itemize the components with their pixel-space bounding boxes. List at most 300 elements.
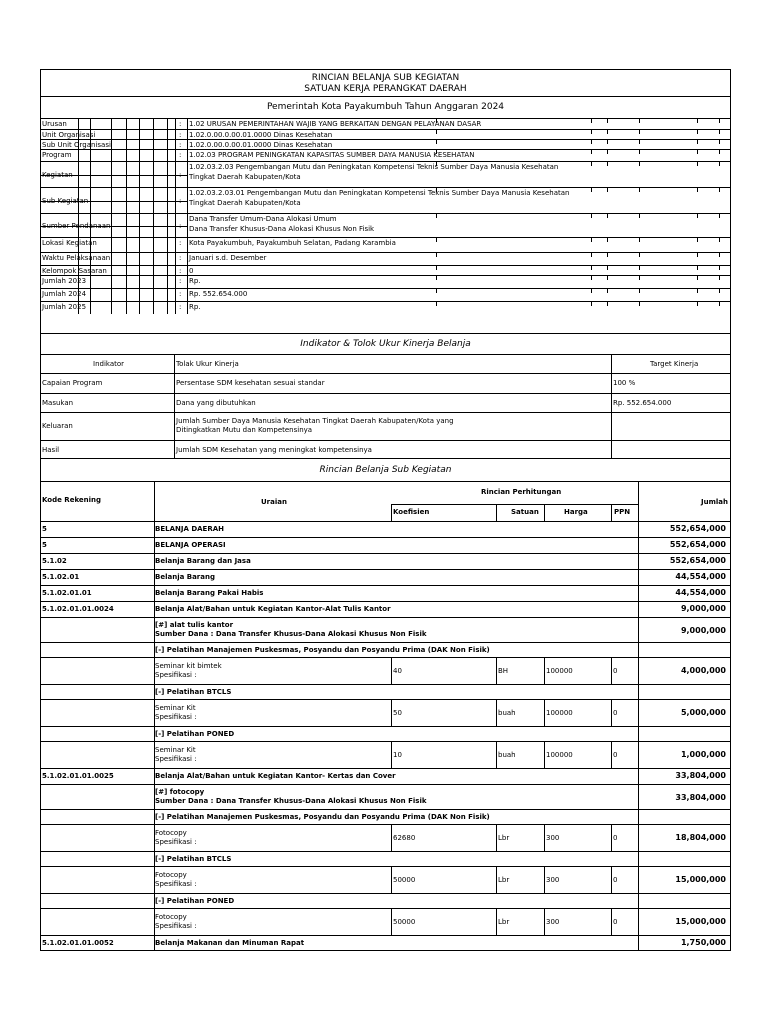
info-colon: : <box>179 277 182 285</box>
rincian-col-divider <box>154 602 155 617</box>
rincian-col-divider <box>638 554 639 569</box>
item-spesifikasi: Spesifikasi : <box>155 838 197 846</box>
indikator-row <box>41 393 730 412</box>
info-grid-tick <box>436 150 437 154</box>
info-colon: : <box>179 222 182 230</box>
indikator-row <box>41 440 730 459</box>
uraian: BELANJA OPERASI <box>155 541 226 549</box>
rincian-col-divider <box>154 852 155 866</box>
info-value-2: Dana Transfer Khusus-Dana Alokasi Khusus Non Fisik <box>189 225 375 233</box>
info-grid-tick <box>639 276 640 280</box>
item-name: Seminar Kit <box>155 746 196 754</box>
info-grid-tick <box>719 238 720 242</box>
header-satuan: Satuan <box>511 508 539 516</box>
info-value: Rp. <box>189 303 201 311</box>
rincian-col-divider <box>638 658 639 684</box>
jumlah-value: 33,804,000 <box>675 771 726 780</box>
info-grid-tick <box>607 214 608 218</box>
item-koefisien: 50 <box>393 709 402 717</box>
info-grid-line <box>187 302 188 314</box>
info-row <box>41 213 730 237</box>
rincian-row-acc <box>41 569 730 585</box>
info-grid-tick <box>697 302 698 306</box>
indikator-name: Hasil <box>42 446 60 454</box>
header-rincian-perhitungan: Rincian Perhitungan <box>481 488 562 496</box>
header-koefisien: Koefisien <box>393 508 430 516</box>
rincian-row-sub <box>41 642 730 657</box>
info-row <box>41 149 730 161</box>
info-grid-tick <box>639 266 640 270</box>
info-grid-tick <box>719 188 720 192</box>
info-grid-tick <box>719 119 720 123</box>
info-grid-tick <box>607 150 608 154</box>
info-grid-tick <box>639 238 640 242</box>
info-grid-tick <box>697 276 698 280</box>
info-row <box>41 139 730 149</box>
info-grid-tick <box>697 188 698 192</box>
info-block <box>41 118 730 333</box>
rincian-col-divider <box>544 825 545 851</box>
info-colon: : <box>179 267 182 275</box>
uraian: Belanja Alat/Bahan untuk Kegiatan Kantor-Alat Tulis Kantor <box>155 605 391 613</box>
rincian-col-divider <box>611 742 612 768</box>
info-grid-tick <box>719 150 720 154</box>
info-row <box>41 288 730 301</box>
indikator-col-divider <box>611 374 612 393</box>
info-grid-tick <box>607 162 608 166</box>
info-grid-tick <box>697 140 698 144</box>
info-label: Sub Kegiatan <box>42 197 89 205</box>
info-grid-tick <box>639 162 640 166</box>
info-grid-tick <box>607 289 608 293</box>
item-ppn: 0 <box>613 876 618 884</box>
info-grid-tick <box>697 289 698 293</box>
info-label: Lokasi Kegiatan <box>42 239 97 247</box>
rincian-col-divider <box>638 482 639 521</box>
rincian-row-sub <box>41 809 730 824</box>
info-grid-tick <box>436 162 437 166</box>
rincian-col-divider <box>638 909 639 935</box>
rincian-header-row <box>41 481 730 521</box>
info-grid-line <box>78 119 79 129</box>
rincian-row-item <box>41 908 730 935</box>
item-ppn: 0 <box>613 667 618 675</box>
info-colon: : <box>179 151 182 159</box>
indikator-col-divider <box>174 413 175 440</box>
rincian-row-acc <box>41 537 730 553</box>
rincian-col-divider <box>154 586 155 601</box>
info-grid-tick <box>436 130 437 134</box>
info-grid-tick <box>719 302 720 306</box>
rincian-col-divider <box>638 586 639 601</box>
rincian-col-divider <box>638 867 639 893</box>
info-grid-tick <box>719 266 720 270</box>
rincian-col-divider <box>638 742 639 768</box>
jumlah-value: 9,000,000 <box>680 604 726 613</box>
jumlah-value: 552,654,000 <box>669 524 726 533</box>
info-colon: : <box>179 120 182 128</box>
info-grid-tick <box>639 150 640 154</box>
info-row <box>41 275 730 288</box>
info-grid-line <box>187 238 188 253</box>
item-koefisien: 10 <box>393 751 402 759</box>
indikator-header-row <box>41 354 730 373</box>
rincian-section <box>41 458 730 951</box>
info-colon: : <box>179 171 182 179</box>
rincian-col-divider <box>154 658 155 684</box>
info-value: Dana Transfer Umum-Dana Alokasi Umum <box>189 215 337 223</box>
rincian-col-divider <box>496 658 497 684</box>
info-grid-tick <box>697 150 698 154</box>
info-grid-tick <box>591 162 592 166</box>
indikator-tolok-2: Ditingkatkan Mutu dan Kompetensinya <box>176 426 313 434</box>
info-label: Jumlah 2023 <box>42 277 87 285</box>
rincian-col-divider <box>154 685 155 699</box>
rincian-row-acc <box>41 521 730 537</box>
info-grid-tick <box>591 276 592 280</box>
rincian-col-divider <box>391 700 392 726</box>
rincian-col-divider <box>154 727 155 741</box>
info-grid-tick <box>591 214 592 218</box>
info-grid-tick <box>697 130 698 134</box>
item-name: Seminar Kit <box>155 704 196 712</box>
info-grid-line <box>153 238 154 253</box>
indikator-row <box>41 373 730 393</box>
rincian-col-divider <box>154 825 155 851</box>
info-grid-line <box>187 214 188 238</box>
info-grid-tick <box>697 162 698 166</box>
info-grid-line <box>153 119 154 129</box>
info-value: 1.02.03 PROGRAM PENINGKATAN KAPASITAS SUMBER DAYA MANUSIA KESEHATAN <box>189 151 475 159</box>
rincian-row-grp <box>41 617 730 642</box>
uraian: BELANJA DAERAH <box>155 525 224 533</box>
jumlah-value: 44,554,000 <box>675 572 726 581</box>
indikator-col-divider <box>611 441 612 459</box>
rincian-col-divider <box>611 504 612 522</box>
info-value: Rp. <box>189 277 201 285</box>
info-grid-line <box>90 302 91 314</box>
rincian-col-divider <box>638 643 639 657</box>
jumlah-value: 4,000,000 <box>680 666 726 675</box>
info-grid-line <box>41 226 187 227</box>
info-grid-tick <box>607 188 608 192</box>
item-spesifikasi: Spesifikasi : <box>155 922 197 930</box>
indikator-section-title: Indikator & Tolok Ukur Kinerja Belanja <box>300 339 471 349</box>
info-grid-tick <box>607 140 608 144</box>
info-grid-line <box>78 302 79 314</box>
info-label: Kegiatan <box>42 171 73 179</box>
info-grid-line <box>139 238 140 253</box>
uraian: Belanja Barang Pakai Habis <box>155 589 264 597</box>
rincian-col-divider <box>638 825 639 851</box>
rincian-col-divider <box>496 742 497 768</box>
group-title: [#] fotocopy <box>155 788 205 796</box>
rincian-col-divider <box>544 658 545 684</box>
info-grid-tick <box>697 214 698 218</box>
info-row <box>41 237 730 252</box>
info-grid-line <box>175 119 176 129</box>
indikator-col-divider <box>611 394 612 412</box>
info-grid-tick <box>697 266 698 270</box>
rincian-col-divider <box>154 643 155 657</box>
rincian-row-item <box>41 866 730 893</box>
rincian-col-divider <box>496 909 497 935</box>
rincian-col-divider <box>154 810 155 824</box>
item-ppn: 0 <box>613 834 618 842</box>
kode-rekening: 5 <box>42 525 47 533</box>
info-grid-tick <box>639 302 640 306</box>
rincian-col-divider <box>638 522 639 537</box>
indikator-name: Masukan <box>42 399 74 407</box>
info-label: Unit Organisasi <box>42 131 96 139</box>
info-value: Januari s.d. Desember <box>189 254 267 262</box>
kode-rekening: 5.1.02 <box>42 557 67 565</box>
item-spesifikasi: Spesifikasi : <box>155 713 197 721</box>
jumlah-value: 15,000,000 <box>675 875 726 884</box>
info-colon: : <box>179 303 182 311</box>
info-grid-tick <box>436 188 437 192</box>
rincian-col-divider <box>154 482 155 521</box>
info-grid-line <box>139 119 140 129</box>
info-grid-tick <box>591 238 592 242</box>
rincian-col-divider <box>544 909 545 935</box>
rincian-col-divider <box>154 618 155 642</box>
rincian-col-divider <box>154 894 155 908</box>
info-grid-tick <box>639 188 640 192</box>
header-uraian: Uraian <box>261 498 287 506</box>
item-spesifikasi: Spesifikasi : <box>155 880 197 888</box>
info-grid-line <box>41 201 187 202</box>
uraian: Belanja Barang dan Jasa <box>155 557 251 565</box>
info-grid-line <box>111 238 112 253</box>
info-grid-tick <box>719 276 720 280</box>
info-grid-line <box>126 238 127 253</box>
group-sumber-dana: Sumber Dana : Dana Transfer Khusus-Dana Alokasi Khusus Non Fisik <box>155 630 427 638</box>
item-koefisien: 62680 <box>393 834 416 842</box>
rincian-col-divider <box>496 504 497 522</box>
info-grid-line <box>175 302 176 314</box>
item-harga: 300 <box>546 918 560 926</box>
rincian-col-divider <box>391 742 392 768</box>
info-row <box>41 265 730 275</box>
item-harga: 300 <box>546 876 560 884</box>
info-value: 1.02.03.2.03.01 Pengembangan Mutu dan Peningkatan Kompetensi Teknis Sumber Daya Manusia Kesehatan <box>189 189 570 197</box>
item-koefisien: 40 <box>393 667 402 675</box>
indikator-target: 100 % <box>613 379 636 387</box>
info-grid-tick <box>436 238 437 242</box>
rincian-col-divider <box>638 618 639 642</box>
item-harga: 100000 <box>546 751 573 759</box>
item-name: Fotocopy <box>155 871 187 879</box>
rincian-col-divider <box>638 894 639 908</box>
rincian-col-divider <box>544 700 545 726</box>
item-name: Fotocopy <box>155 829 187 837</box>
info-grid-line <box>90 119 91 129</box>
info-grid-tick <box>607 266 608 270</box>
document-title-2: SATUAN KERJA PERANGKAT DAERAH <box>304 84 467 94</box>
info-row <box>41 129 730 139</box>
info-colon: : <box>179 197 182 205</box>
header-jumlah: Jumlah <box>701 498 728 506</box>
rincian-col-divider <box>638 810 639 824</box>
rincian-col-divider <box>154 538 155 553</box>
item-satuan: Lbr <box>498 834 510 842</box>
info-grid-tick <box>697 253 698 257</box>
indikator-tolok: Jumlah Sumber Daya Manusia Kesehatan Tingkat Daerah Kabupaten/Kota yang <box>176 417 454 425</box>
header-kode-rekening: Kode Rekening <box>42 496 102 504</box>
rincian-row-sub <box>41 726 730 741</box>
info-value-2: Tingkat Daerah Kabupaten/Kota <box>189 199 301 207</box>
rincian-row-acc <box>41 601 730 617</box>
indikator-header-indikator: Indikator <box>93 360 125 368</box>
item-ppn: 0 <box>613 918 618 926</box>
info-grid-tick <box>639 289 640 293</box>
sub-group-title: [-] Pelatihan PONED <box>155 730 235 738</box>
info-grid-line <box>41 175 187 176</box>
info-value: 0 <box>189 267 194 275</box>
info-row <box>41 119 730 129</box>
info-grid-tick <box>436 140 437 144</box>
item-harga: 100000 <box>546 667 573 675</box>
info-label: Sub Unit Organisasi <box>42 141 111 149</box>
document-title-block <box>41 70 730 96</box>
info-grid-tick <box>436 289 437 293</box>
info-row <box>41 187 730 213</box>
kode-rekening: 5.1.02.01 <box>42 573 80 581</box>
info-grid-tick <box>591 289 592 293</box>
info-label: Jumlah 2024 <box>42 290 87 298</box>
document-title-1: RINCIAN BELANJA SUB KEGIATAN <box>311 73 460 83</box>
info-grid-tick <box>697 119 698 123</box>
info-grid-tick <box>436 276 437 280</box>
sub-group-title: [-] Pelatihan Manajemen Puskesmas, Posyandu dan Posyandu Prima (DAK Non Fisik) <box>155 813 490 821</box>
indikator-tolok: Persentase SDM kesehatan sesuai standar <box>176 379 325 387</box>
rincian-col-divider <box>544 504 545 522</box>
rincian-row-item <box>41 741 730 768</box>
info-grid-tick <box>719 253 720 257</box>
info-grid-tick <box>697 238 698 242</box>
jumlah-value: 1,750,000 <box>680 938 726 947</box>
info-grid-tick <box>436 253 437 257</box>
rincian-col-divider <box>154 936 155 951</box>
header-harga: Harga <box>564 508 588 516</box>
rincian-col-divider <box>638 685 639 699</box>
group-title: [#] alat tulis kantor <box>155 621 234 629</box>
rincian-row-grp <box>41 784 730 809</box>
rincian-row-acc <box>41 935 730 951</box>
rincian-col-divider <box>544 867 545 893</box>
indikator-col-divider <box>174 394 175 412</box>
info-row <box>41 301 730 313</box>
rincian-col-divider <box>638 727 639 741</box>
info-grid-tick <box>719 130 720 134</box>
info-grid-line <box>153 302 154 314</box>
jumlah-value: 33,804,000 <box>675 793 726 802</box>
info-grid-tick <box>639 140 640 144</box>
info-grid-tick <box>639 119 640 123</box>
item-harga: 100000 <box>546 709 573 717</box>
indikator-row <box>41 412 730 440</box>
info-value: Rp. 552.654.000 <box>189 290 248 298</box>
info-value: 1.02 URUSAN PEMERINTAHAN WAJIB YANG BERKAITAN DENGAN PELAYANAN DASAR <box>189 120 482 128</box>
info-grid-tick <box>607 119 608 123</box>
rincian-header-subline <box>391 504 638 505</box>
rincian-col-divider <box>154 522 155 537</box>
info-grid-tick <box>639 253 640 257</box>
indikator-header-tolok: Tolak Ukur Kinerja <box>176 360 239 368</box>
info-label: Waktu Pelaksanaan <box>42 254 111 262</box>
info-grid-line <box>187 188 188 214</box>
item-ppn: 0 <box>613 751 618 759</box>
rincian-col-divider <box>154 742 155 768</box>
info-colon: : <box>179 290 182 298</box>
indikator-col-divider <box>174 374 175 393</box>
info-label: Sumber Pendanaan <box>42 222 111 230</box>
info-grid-tick <box>591 253 592 257</box>
info-grid-tick <box>639 214 640 218</box>
kode-rekening: 5.1.02.01.01 <box>42 589 92 597</box>
info-grid-tick <box>591 130 592 134</box>
rincian-row-sub <box>41 893 730 908</box>
rincian-row-sub <box>41 851 730 866</box>
group-sumber-dana: Sumber Dana : Dana Transfer Khusus-Dana Alokasi Khusus Non Fisik <box>155 797 427 805</box>
indikator-tolok: Jumlah SDM Kesehatan yang meningkat kompetensinya <box>176 446 372 454</box>
indikator-target: Rp. 552.654.000 <box>613 399 672 407</box>
rincian-row-acc <box>41 768 730 784</box>
rincian-col-divider <box>391 504 392 522</box>
rincian-section-title: Rincian Belanja Sub Kegiatan <box>319 465 452 475</box>
jumlah-value: 9,000,000 <box>680 626 726 635</box>
info-grid-tick <box>607 276 608 280</box>
info-grid-tick <box>436 119 437 123</box>
kode-rekening: 5.1.02.01.01.0052 <box>42 939 114 947</box>
item-satuan: buah <box>498 751 516 759</box>
rincian-col-divider <box>611 825 612 851</box>
info-label: Urusan <box>42 120 67 128</box>
info-grid-tick <box>591 302 592 306</box>
jumlah-value: 5,000,000 <box>680 708 726 717</box>
rincian-col-divider <box>496 867 497 893</box>
item-satuan: Lbr <box>498 876 510 884</box>
info-grid-tick <box>719 162 720 166</box>
info-grid-line <box>111 302 112 314</box>
rincian-col-divider <box>544 742 545 768</box>
jumlah-value: 18,804,000 <box>675 833 726 842</box>
rincian-col-divider <box>638 570 639 585</box>
info-grid-tick <box>591 266 592 270</box>
info-grid-tick <box>719 289 720 293</box>
item-koefisien: 50000 <box>393 876 416 884</box>
rincian-col-divider <box>154 769 155 784</box>
info-grid-line <box>167 238 168 253</box>
rincian-col-divider <box>154 909 155 935</box>
info-grid-tick <box>591 140 592 144</box>
info-grid-tick <box>719 140 720 144</box>
indikator-section <box>41 333 730 458</box>
rincian-col-divider <box>496 700 497 726</box>
info-grid-line <box>126 302 127 314</box>
sub-group-title: [-] Pelatihan Manajemen Puskesmas, Posyandu dan Posyandu Prima (DAK Non Fisik) <box>155 646 490 654</box>
document-subtitle-row <box>41 96 730 118</box>
info-row <box>41 252 730 265</box>
item-spesifikasi: Spesifikasi : <box>155 755 197 763</box>
info-grid-line <box>139 302 140 314</box>
info-grid-line <box>111 119 112 129</box>
info-grid-tick <box>591 119 592 123</box>
info-label: Kelompok Sasaran <box>42 267 107 275</box>
info-grid-line <box>175 238 176 253</box>
item-ppn: 0 <box>613 709 618 717</box>
